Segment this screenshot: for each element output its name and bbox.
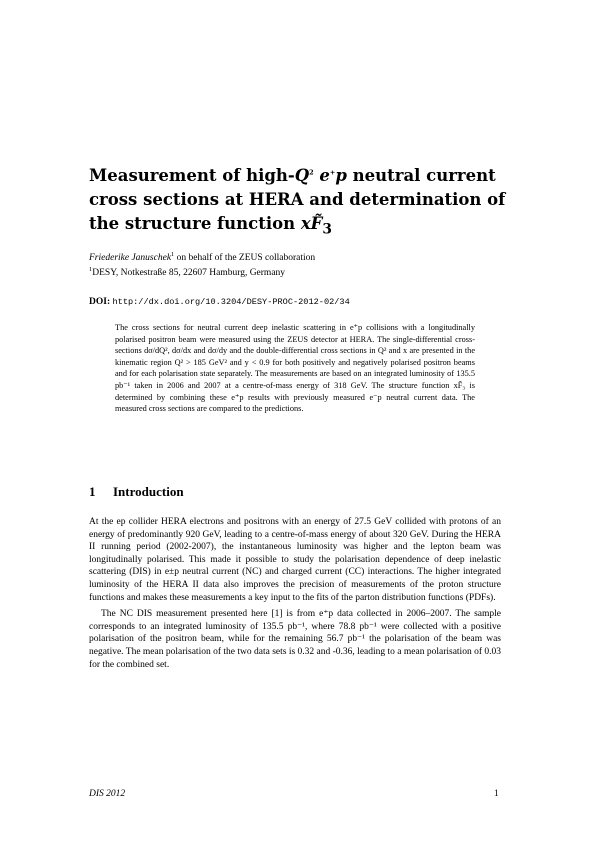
abstract: The cross sections for neutral current deep inelastic scattering in e⁺p collisions with a longitudinally polarised positron beam were measured using the ZEUS detector at HERA. The single-differential cross-sections dσ/dQ², dσ/dx and dσ/dy and the double-differential cross sections in Q² and x are presented in the kinematic region Q² > 185 GeV² and y < 0.9 for both positively and negatively polarised positron beams and for each polarisation state separately. The measurements are based on an integrated luminosity of 135.5 pb⁻¹ taken in 2006 and 2007 at a centre-of-mass energy of 318 GeV. The structure function xF̃₃ is determined by combining these e⁺p results with previously measured e⁻p neutral current data. The measured cross sections are compared to the predictions. (115, 323, 475, 414)
author-collab: on behalf of the ZEUS collaboration (174, 253, 316, 263)
title-text-1: Measurement of high- (89, 166, 295, 185)
footer-conference: DIS 2012 (89, 789, 126, 799)
paper-title (89, 164, 509, 241)
title-sup-2: 2 (309, 168, 314, 177)
doi-label: DOI: (89, 297, 111, 307)
section-number: 1 (89, 484, 96, 499)
body-paragraph: The NC DIS measurement presented here [1] is from e⁺p data collected in 2006–2007. The sample corresponds to an integrated luminosity of 135.5 pb⁻¹, where 78.8 pb⁻¹ were collected with a positive polarisation of the positron beam, while for the remaining 56.7 pb⁻¹ the polarisation of the beam was negative. The mean polarisation of the two data sets is 0.32 and -0.36, leading to a mean polarisation of 0.03 for the combined set. (89, 609, 501, 670)
doi-line (89, 297, 350, 307)
author-affil-mark: 1 (171, 250, 175, 258)
section-heading (89, 484, 184, 500)
title-math-xf3: xF̃ (300, 214, 323, 233)
body-paragraph: At the ep collider HERA electrons and positrons with an energy of 27.5 GeV collided with protons of an energy of predominantly 920 GeV, leading to a centre-of-mass energy of about 320 GeV. During the HERA II running period (2002-2007), the instantaneous luminosity was higher and the lepton beam was longitudinally polarised. This made it possible to study the polarisation dependence of deep inelastic scattering (DIS) in e±p neutral current (NC) and charged current (CC) interactions. The higher integrated luminosity of the HERA II data also improves the precision of measurements of the proton structure functions and makes these measurements a key input to the fits of the parton distribution functions (PDFs). (89, 517, 501, 603)
affiliation-mark: 1 (89, 265, 93, 273)
footer-page-number: 1 (494, 789, 499, 799)
author-name: Friederike Januschek (89, 253, 172, 263)
title-text-2: neutral current cross sections at HERA and determination of the structure function (89, 166, 506, 233)
title-math-e: e (313, 166, 330, 185)
section-title: Introduction (113, 484, 184, 499)
doi-link[interactable]: http://dx.doi.org/10.3204/DESY-PROC-2012-02/34 (112, 297, 350, 307)
author-line (89, 250, 316, 263)
title-math-q: Q (294, 166, 310, 185)
title-math-p: p (335, 166, 347, 185)
title-sub-3: 3 (322, 221, 332, 238)
title-sup-plus: + (329, 168, 336, 177)
section-body (89, 516, 501, 675)
affiliation (89, 265, 286, 278)
affiliation-text: DESY, Notkestraße 85, 22607 Hamburg, Germany (92, 268, 286, 278)
